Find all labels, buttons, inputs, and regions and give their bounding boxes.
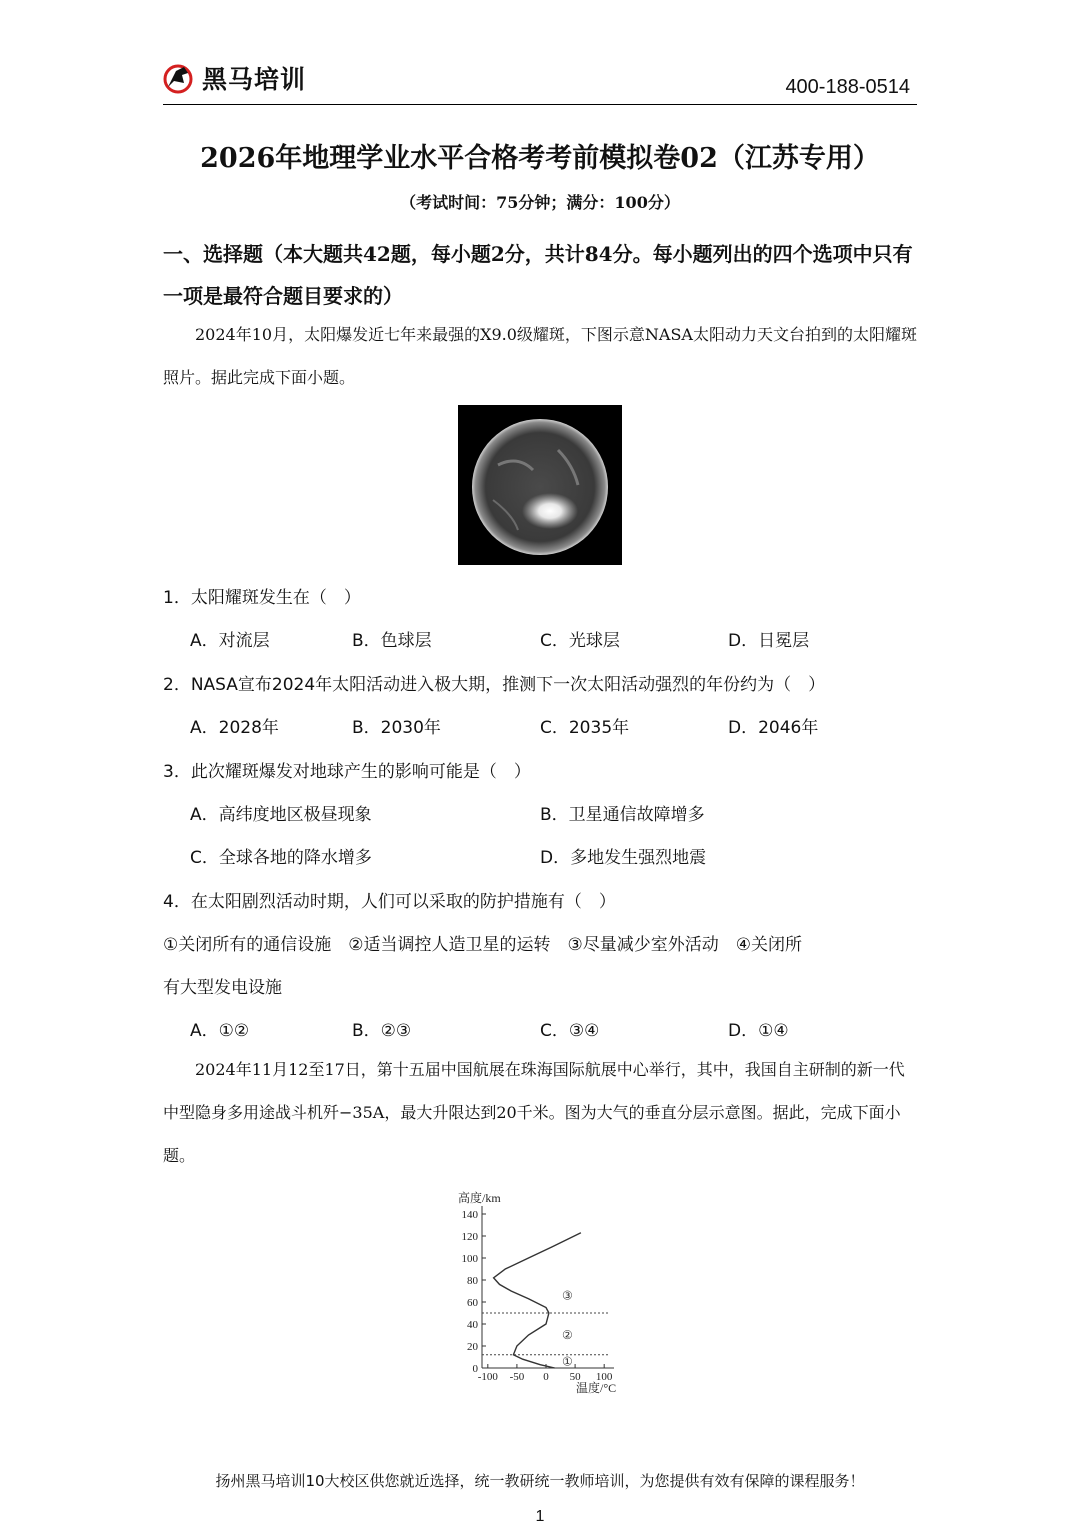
x-tick-label: -100 [477, 1371, 498, 1383]
q4-option-a[interactable]: A．①② [190, 1021, 250, 1041]
y-tick-label: 100 [461, 1253, 478, 1265]
layer-label-3: ③ [562, 1288, 573, 1303]
question-3-stem: 3．此次耀斑爆发对地球产生的影响可能是（ ） [163, 762, 531, 782]
q3-option-a[interactable]: A．高纬度地区极昼现象 [190, 805, 372, 825]
layer-label-2: ② [562, 1328, 573, 1343]
q3-option-d[interactable]: D．多地发生强烈地震 [540, 848, 707, 868]
x-tick-label: 0 [543, 1371, 549, 1383]
q3-option-b[interactable]: B．卫星通信故障增多 [540, 805, 705, 825]
q1-option-b[interactable]: B．色球层 [352, 631, 432, 651]
y-tick-label: 40 [467, 1319, 478, 1331]
q2-option-b[interactable]: B．2030年 [352, 718, 441, 738]
q4-option-d[interactable]: D．①④ [728, 1021, 789, 1041]
brand-logo [162, 60, 306, 96]
q1-option-d[interactable]: D．日冕层 [728, 631, 810, 651]
x-tick-label: 100 [595, 1371, 613, 1383]
y-tick-label: 0 [472, 1363, 478, 1375]
x-axis-label: 温度/°C [576, 1381, 617, 1395]
q1-option-a[interactable]: A．对流层 [190, 631, 270, 651]
y-tick-label: 60 [467, 1297, 478, 1309]
x-tick-label: -50 [509, 1371, 525, 1383]
layer-label-1: ① [562, 1354, 573, 1369]
exam-info: （考试时间：75分钟；满分：100分） [400, 193, 680, 212]
x-tick-label: 50 [569, 1371, 581, 1383]
q1-option-c[interactable]: C．光球层 [540, 631, 620, 651]
y-tick-label: 80 [467, 1275, 478, 1287]
footer-slogan: 扬州黑马培训10大校区供您就近选择，统一教研统一教师培训，为您提供有效有保障的课程服务！ [215, 1472, 865, 1490]
passage-1: 2024年10月，太阳爆发近七年来最强的X9.0级耀斑，下图示意NASA太阳动力天文台拍到的太阳耀斑照片。据此完成下面小题。 [163, 325, 917, 387]
page-number: 1 [535, 1508, 545, 1525]
y-tick-label: 140 [461, 1209, 478, 1221]
page-title: 2026年地理学业水平合格考考前模拟卷02（江苏专用） [200, 143, 880, 174]
solar-flare-photo [458, 405, 622, 565]
q4-option-c[interactable]: C．③④ [540, 1021, 600, 1041]
y-tick-label: 20 [467, 1341, 478, 1353]
q2-option-d[interactable]: D．2046年 [728, 718, 819, 738]
hotline-number: 400-188-0514 [785, 76, 910, 98]
q2-option-a[interactable]: A．2028年 [190, 718, 279, 738]
y-tick-label: 120 [461, 1231, 478, 1243]
section-heading: 一、选择题（本大题共42题，每小题2分，共计84分。每小题列出的四个选项中只有一项是最符合题目要求的） [163, 242, 913, 308]
question-4-stem: 4．在太阳剧烈活动时期，人们可以采取的防护措施有（ ） [163, 892, 616, 912]
header-divider [163, 104, 917, 105]
logo-text: 黑马培训 [202, 65, 307, 94]
q3-option-c[interactable]: C．全球各地的降水增多 [190, 848, 372, 868]
passage-2: 2024年11月12至17日，第十五届中国航展在珠海国际航展中心举行，其中，我国自主研制的新一代中型隐身多用途战斗机歼−35A，最大升限达到20千米。图为大气的垂直分层示意图。据此，完成下面小题。 [163, 1060, 905, 1165]
question-1-stem: 1．太阳耀斑发生在（ ） [163, 588, 361, 608]
q4-option-b[interactable]: B．②③ [352, 1021, 412, 1041]
question-4-choices-line1: ①关闭所有的通信设施 ②适当调控人造卫星的运转 ③尽量减少室外活动 ④关闭所 [163, 935, 802, 955]
question-4-choices-line2: 有大型发电设施 [163, 978, 282, 998]
q2-option-c[interactable]: C．2035年 [540, 718, 630, 738]
y-axis-label: 高度/km [458, 1191, 501, 1205]
horse-logo-icon [162, 61, 196, 95]
question-2-stem: 2．NASA宣布2024年太阳活动进入极大期，推测下一次太阳活动强烈的年份约为（ ） [163, 675, 826, 695]
atmosphere-layers-chart [430, 1188, 650, 1398]
